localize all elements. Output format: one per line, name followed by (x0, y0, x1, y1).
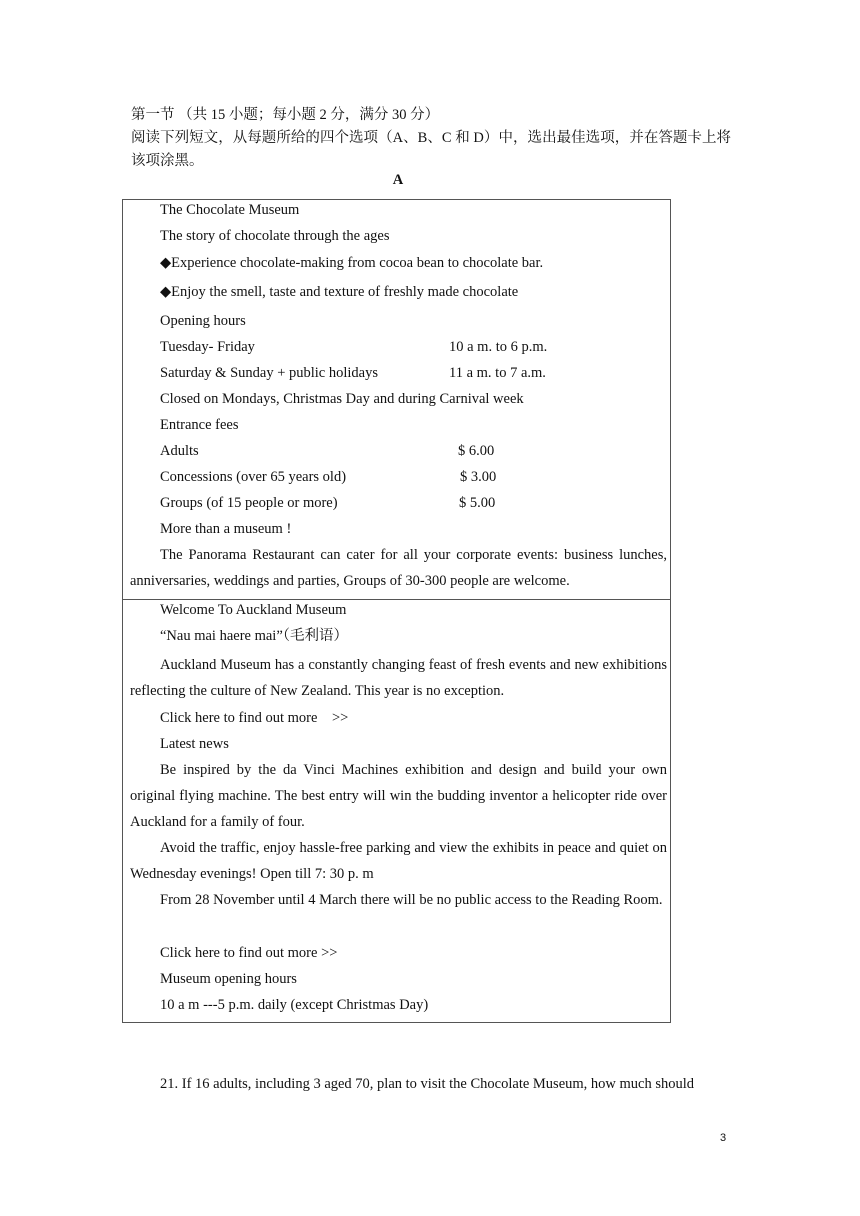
news-da-vinci: Be inspired by the da Vinci Machines exhibition and design and build your own original flying machine. The best entry will win the budding inventor a helicopter ride over Auckland for a family of four. (130, 762, 667, 830)
news-reading-room: From 28 November until 4 March there will be no public access to the Reading Room. (160, 892, 663, 908)
fee-type: Adults (160, 443, 199, 459)
chocolate-museum-box (122, 199, 671, 600)
find-out-more-link-1[interactable]: Click here to find out more >> (160, 710, 349, 726)
hours-time: 11 a m. to 7 a.m. (449, 365, 546, 381)
chocolate-bullet-2: ◆Enjoy the smell, taste and texture of freshly made chocolate (160, 284, 519, 300)
hours-day: Tuesday- Friday (160, 339, 255, 355)
chocolate-bullet-1: ◆Experience chocolate-making from cocoa bean to chocolate bar. (160, 255, 544, 271)
museum-hours-heading: Museum opening hours (160, 971, 297, 987)
more-than-museum: More than a museum ! (160, 521, 292, 537)
fee-price: $ 3.00 (460, 469, 497, 485)
auckland-intro: Auckland Museum has a constantly changing feast of fresh events and new exhibitions reflecting the culture of New Zealand. This year is no exception. (130, 657, 667, 699)
section-instruction: 阅读下列短文，从每题所给的四个选项（A、B、C 和 D）中，选出最佳选项，并在答题卡上将该项涂黑。 (131, 130, 731, 169)
fee-price: $ 5.00 (459, 495, 496, 511)
entrance-fees-heading: Entrance fees (160, 417, 239, 433)
fee-type: Concessions (over 65 years old) (160, 469, 347, 485)
opening-hours-heading: Opening hours (160, 313, 246, 329)
maori-greeting: “Nau mai haere mai”（毛利语） (160, 628, 349, 644)
question-21: 21. If 16 adults, including 3 aged 70, plan to visit the Chocolate Museum, how much should (160, 1076, 695, 1092)
museum-hours: 10 a m ---5 p.m. daily (except Christmas Day) (160, 997, 429, 1013)
fee-price: $ 6.00 (458, 443, 495, 459)
chocolate-subtitle: The story of chocolate through the ages (160, 228, 390, 244)
section-intro (131, 104, 731, 173)
fee-type: Groups (of 15 people or more) (160, 495, 338, 511)
page-number: 3 (720, 1132, 727, 1144)
auckland-title: Welcome To Auckland Museum (160, 602, 347, 618)
closed-notice: Closed on Mondays, Christmas Day and during Carnival week (160, 391, 524, 407)
hours-time: 10 a m. to 6 p.m. (449, 339, 548, 355)
auckland-museum-box (122, 599, 671, 1023)
hours-day: Saturday & Sunday + public holidays (160, 365, 379, 381)
find-out-more-link-2[interactable]: Click here to find out more >> (160, 945, 338, 961)
chocolate-title: The Chocolate Museum (160, 202, 300, 218)
passage-letter: A (392, 172, 404, 188)
restaurant-paragraph: The Panorama Restaurant can cater for all your corporate events: business lunches, anniversaries, weddings and parties, Groups of 30-300 people are welcome. (130, 547, 667, 589)
latest-news-heading: Latest news (160, 736, 229, 752)
news-wednesday: Avoid the traffic, enjoy hassle-free parking and view the exhibits in peace and quiet on Wednesday evenings! Open till 7: 30 p. m (130, 840, 667, 882)
section-heading: 第一节 （共 15 小题；每小题 2 分，满分 30 分） (131, 107, 440, 123)
